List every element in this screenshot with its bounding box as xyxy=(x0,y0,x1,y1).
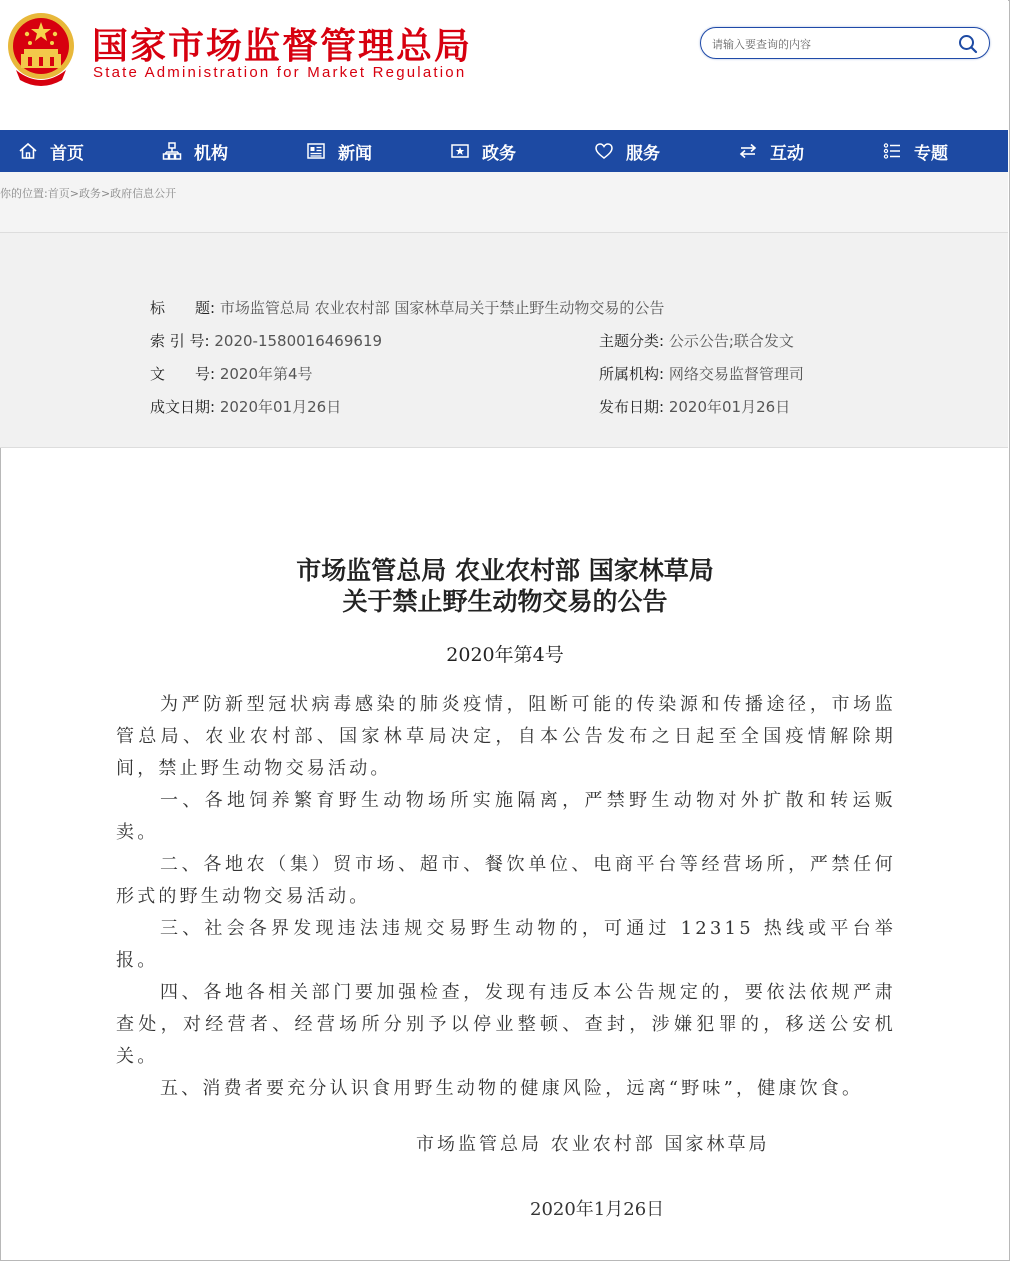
main-nav xyxy=(0,130,1008,172)
meta-title-row xyxy=(150,297,664,318)
breadcrumb-prefix: 你的位置: xyxy=(0,187,48,200)
site-title[interactable]: 国家市场监督管理总局 xyxy=(92,26,473,67)
meta-published-label: 发布日期: xyxy=(599,398,665,416)
article-signature: 市场监管总局 农业农村部 国家林草局 xyxy=(416,1134,770,1155)
nav-item-government[interactable] xyxy=(450,130,516,172)
meta-category-value: 公示公告;联合发文 xyxy=(668,332,794,350)
article-paragraph: 一、各地饲养繁育野生动物场所实施隔离，严禁野生动物对外扩散和转运贩卖。 xyxy=(116,790,896,843)
breadcrumb-separator: > xyxy=(69,187,79,200)
nav-label-service: 服务 xyxy=(626,143,660,164)
meta-category-label: 主题分类: xyxy=(599,332,665,350)
article-body xyxy=(116,689,896,1105)
list-icon xyxy=(882,141,902,161)
meta-index-row xyxy=(150,330,382,351)
nav-label-government: 政务 xyxy=(482,143,516,164)
nav-item-topics[interactable] xyxy=(882,130,948,172)
nav-label-topics: 专题 xyxy=(914,143,948,164)
heart-icon xyxy=(594,141,614,161)
breadcrumb xyxy=(0,185,176,201)
home-icon xyxy=(18,141,38,161)
news-icon xyxy=(306,141,326,161)
nav-item-news[interactable] xyxy=(306,130,372,172)
national-emblem-icon[interactable] xyxy=(6,10,76,86)
search-icon[interactable] xyxy=(957,33,979,55)
article-paragraph: 为严防新型冠状病毒感染的肺炎疫情，阻断可能的传染源和传播途径，市场监管总局、农业农村部、国家林草局决定，自本公告发布之日起至全国疫情解除期间，禁止野生动物交易活动。 xyxy=(116,694,896,779)
meta-written-label: 成文日期: xyxy=(150,398,216,416)
meta-docno-value: 2020年第4号 xyxy=(219,365,313,383)
breadcrumb-government[interactable]: 政务 xyxy=(78,187,101,200)
meta-docno-label: 文 号: xyxy=(150,365,216,383)
exchange-icon xyxy=(738,141,758,161)
breadcrumb-info-disclosure[interactable]: 政府信息公开 xyxy=(110,187,177,200)
government-icon xyxy=(450,141,470,161)
meta-title-label: 标 题: xyxy=(150,299,216,317)
article-paragraph: 五、消费者要充分认识食用野生动物的健康风险，远离“野味”，健康饮食。 xyxy=(160,1078,864,1099)
meta-index-value: 2020-1580016469619 xyxy=(214,332,383,350)
site-header xyxy=(0,0,1008,130)
org-chart-icon xyxy=(162,141,182,161)
meta-published-row xyxy=(599,396,790,417)
article-paragraph: 四、各地各相关部门要加强检查，发现有违反本公告规定的，要依法依规严肃查处，对经营者、经营场所分别予以停业整顿、查封，涉嫌犯罪的，移送公安机关。 xyxy=(116,982,896,1067)
meta-category-row xyxy=(599,330,794,351)
article-paragraph: 三、社会各界发现违法违规交易野生动物的，可通过 12315 热线或平台举报。 xyxy=(116,918,896,971)
breadcrumb-home[interactable]: 首页 xyxy=(47,187,70,200)
nav-item-interaction[interactable] xyxy=(738,130,804,172)
search-box xyxy=(700,27,990,59)
nav-label-org: 机构 xyxy=(194,143,228,164)
nav-item-org[interactable] xyxy=(162,130,228,172)
breadcrumb-separator: > xyxy=(100,187,111,200)
search-input[interactable] xyxy=(710,34,954,54)
article-sign-date: 2020年1月26日 xyxy=(530,1199,665,1220)
breadcrumb-bar xyxy=(0,172,1008,233)
meta-index-label: 索 引 号: xyxy=(150,332,210,350)
meta-agency-value: 网络交易监督管理司 xyxy=(668,365,804,383)
nav-label-interaction: 互动 xyxy=(770,143,804,164)
meta-agency-row xyxy=(599,363,804,384)
site-subtitle: State Administration for Market Regulation xyxy=(93,64,467,81)
nav-label-news: 新闻 xyxy=(338,143,372,164)
meta-title-value: 市场监管总局 农业农村部 国家林草局关于禁止野生动物交易的公告 xyxy=(219,299,665,317)
article-title-line-2: 关于禁止野生动物交易的公告 xyxy=(342,587,668,616)
nav-item-service[interactable] xyxy=(594,130,660,172)
meta-written-row xyxy=(150,396,341,417)
article-title-line-1: 市场监管总局 农业农村部 国家林草局 xyxy=(296,556,714,585)
meta-docno-row xyxy=(150,363,313,384)
nav-item-home[interactable] xyxy=(18,130,84,172)
meta-published-value: 2020年01月26日 xyxy=(668,398,791,416)
meta-written-value: 2020年01月26日 xyxy=(219,398,342,416)
article-doc-number: 2020年第4号 xyxy=(446,644,564,666)
meta-agency-label: 所属机构: xyxy=(599,365,665,383)
document-meta-box xyxy=(0,233,1008,448)
article-paragraph: 二、各地农（集）贸市场、超市、餐饮单位、电商平台等经营场所，严禁任何形式的野生动物交易活动。 xyxy=(116,854,896,907)
nav-label-home: 首页 xyxy=(50,143,84,164)
article-title xyxy=(0,555,1010,617)
